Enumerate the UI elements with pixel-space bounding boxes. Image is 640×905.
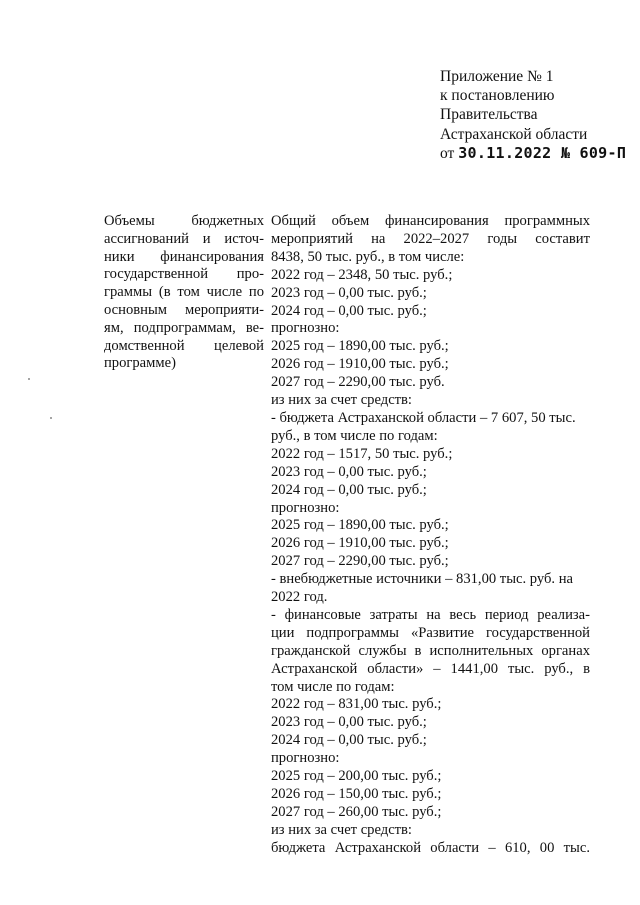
right-line: - внебюджетные источники – 831,00 тыс. руб. на	[271, 571, 573, 588]
right-line: руб., в том числе по годам:	[271, 427, 438, 444]
appendix-date-line	[440, 144, 630, 163]
right-line: 2026 год – 150,00 тыс. руб.;	[271, 786, 442, 802]
right-line: 2027 год – 2290,00 тыс. руб.	[271, 374, 445, 391]
date-stamp: 30.11.2022 № 609-П	[458, 143, 627, 162]
right-line: 2025 год – 1890,00 тыс. руб.;	[271, 338, 449, 355]
right-line: 2022 год – 2348, 50 тыс. руб.;	[271, 266, 453, 283]
right-line: 2024 год – 0,00 тыс. руб.;	[271, 732, 427, 749]
right-line: 2027 год – 260,00 тыс. руб.;	[271, 803, 442, 820]
right-line: 2027 год – 2290,00 тыс. руб.;	[271, 553, 449, 570]
appendix-title: Приложение № 1	[440, 68, 554, 85]
right-line: из них за счет средств:	[271, 392, 412, 409]
right-line: прогнозно:	[271, 499, 340, 516]
left-line: ям, подпрограммам, ве-	[104, 319, 264, 336]
left-line: основным мероприяти-	[104, 301, 264, 318]
right-line: 8438, 50 тыс. руб., в том числе:	[271, 248, 465, 265]
right-line: 2024 год – 0,00 тыс. руб.;	[271, 302, 427, 319]
right-line: 2022 год.	[271, 589, 328, 606]
left-line: ники финансирования	[104, 248, 264, 265]
right-line: том числе по годам:	[271, 678, 395, 695]
right-line: бюджета Астраханской области – 610, 00 тыс.	[271, 839, 590, 856]
right-line: 2026 год – 1910,00 тыс. руб.;	[271, 535, 449, 552]
right-line: - финансовые затраты на весь период реализа-	[271, 606, 590, 623]
scan-speck	[28, 378, 30, 380]
right-line: гражданской службы в исполнительных органах	[271, 642, 590, 659]
right-line: 2022 год – 1517, 50 тыс. руб.;	[271, 445, 453, 462]
right-line: 2022 год – 831,00 тыс. руб.;	[271, 696, 442, 713]
right-line: 2024 год – 0,00 тыс. руб.;	[271, 481, 427, 498]
appendix-line-3: Правительства	[440, 106, 538, 124]
right-line: 2023 год – 0,00 тыс. руб.;	[271, 284, 427, 301]
right-line: из них за счет средств:	[271, 821, 412, 838]
right-line: прогнозно:	[271, 750, 340, 767]
right-line: мероприятий на 2022–2027 годы составит	[271, 230, 590, 247]
left-line: государственной про-	[104, 266, 264, 283]
right-line: прогнозно:	[271, 320, 340, 337]
left-line: домственной целевой	[104, 337, 264, 354]
left-line: программе)	[104, 355, 176, 372]
appendix-line-2: к постановлению	[440, 87, 555, 105]
appendix-line-4: Астраханской области	[440, 125, 588, 143]
left-line: Объемы бюджетных	[104, 213, 264, 229]
right-line: 2025 год – 1890,00 тыс. руб.;	[271, 517, 449, 534]
right-line: Общий объем финансирования программных	[271, 213, 590, 229]
right-line: - бюджета Астраханской области – 7 607, 50 тыс.	[271, 409, 576, 426]
right-line: 2023 год – 0,00 тыс. руб.;	[271, 463, 427, 480]
appendix-header	[440, 67, 630, 163]
left-column	[104, 213, 264, 373]
right-line: 2023 год – 0,00 тыс. руб.;	[271, 714, 427, 731]
right-line: 2026 год – 1910,00 тыс. руб.;	[271, 356, 449, 373]
right-line: ции подпрограммы «Развитие государственной	[271, 624, 590, 641]
right-column	[271, 213, 590, 858]
scan-speck	[50, 417, 52, 419]
left-line: граммы (в том числе по	[104, 284, 264, 301]
left-line: ассигнований и источ-	[104, 230, 264, 247]
right-line: 2025 год – 200,00 тыс. руб.;	[271, 768, 442, 785]
date-prefix: от	[440, 144, 459, 162]
right-line: Астраханской области» – 1441,00 тыс. руб., в	[271, 660, 590, 677]
